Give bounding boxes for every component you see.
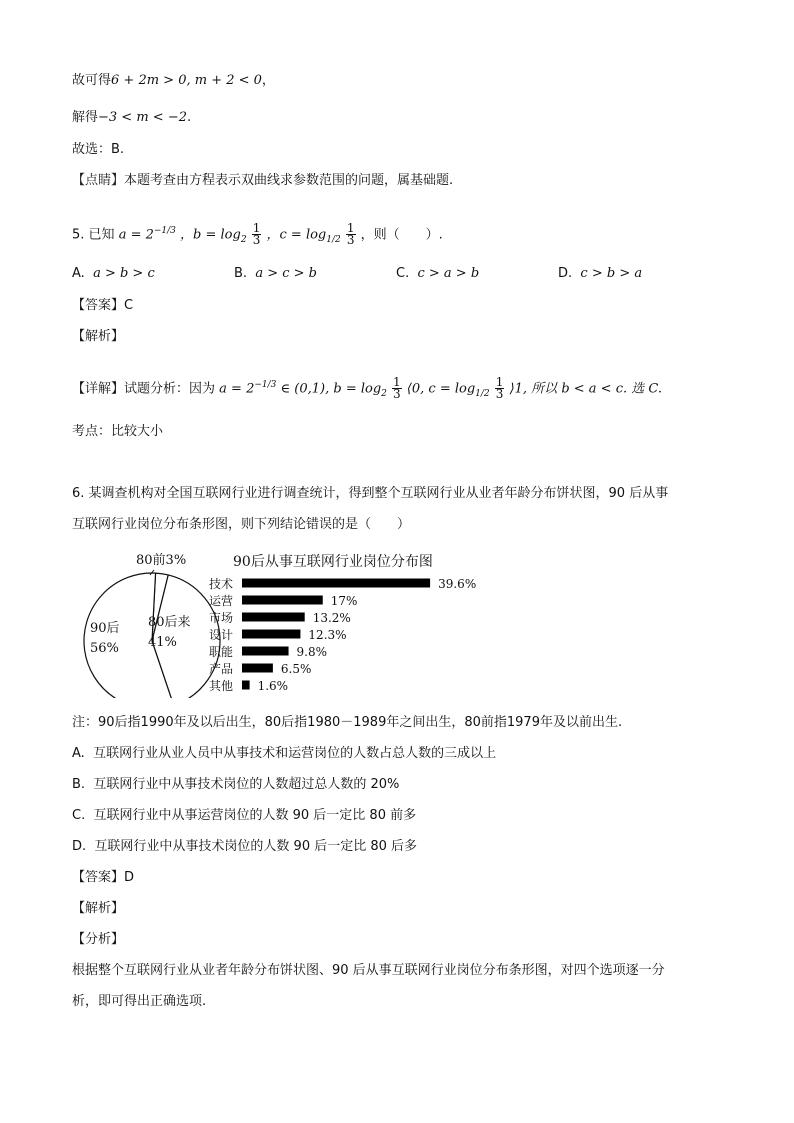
pie-chart [84,553,220,698]
q5-stem [72,218,443,253]
bar-市场 [242,613,305,622]
q5-answer-value: C [124,298,134,313]
q5-number: 5. 已知 [72,227,115,243]
dianjing-text: 本题考查由方程表示双曲线求参数范围的问题，属基础题. [124,173,454,188]
q5-detail-b-frac-den: 3 [393,387,401,402]
q6-fenxi-line-2: 析，即可得出正确选项. [72,994,207,1009]
q5-c-frac-den: 3 [346,233,355,248]
q5-option-c-text: c > a > b [417,266,480,281]
line-2-suffix: . [186,110,192,125]
bar-category-label: 市场 [209,611,234,625]
q5-detail-c-base: 1/2 [475,388,490,399]
q6-fenxi-tag: 【分析】 [72,932,125,947]
bar-value-label: 1.6% [257,679,289,693]
q5-option-d-text: c > b > a [580,266,643,281]
bar-value-label: 9.8% [296,645,328,659]
q5-analysis-tag: 【解析】 [72,329,125,344]
q6-answer [72,869,134,887]
bar-category-label: 其他 [209,679,234,693]
q6-fenxi-line-1: 根据整个互联网行业从业者年龄分布饼状图、90 后从事互联网行业岗位分布条形图，对四个选项逐一分 [72,963,665,978]
q5-detail [72,372,662,407]
bar-产品 [242,664,273,673]
bar-value-label: 6.5% [280,662,312,676]
q6-option-c-text: 互联网行业中从事运营岗位的人数 90 后一定比 80 前多 [93,808,417,823]
pie-label-90: 90后 [90,621,120,636]
bar-设计 [242,630,300,639]
q6-option-b-text: 互联网行业中从事技术岗位的人数超过总人数的 20% [93,777,400,792]
solution-line-3: 故选：B. [72,142,125,157]
q5-answer-tag: 【答案】 [72,298,125,313]
q6-option-b-label: B. [72,777,86,792]
q5-option-a [72,266,155,281]
q5-detail-tag: 【详解】 [72,381,125,397]
q5-detail-c-frac [495,377,505,400]
q6-answer-tag: 【答案】 [72,870,125,885]
bar-value-label: 12.3% [308,628,347,642]
q5-tail: ，则（ ）. [360,227,443,243]
q5-c-frac [346,223,356,246]
q5-option-c [396,266,479,281]
q5-b-frac-den: 3 [252,233,261,248]
q5-detail-b-base: 2 [381,388,387,399]
q6-stem-line-1: 6. 某调查机构对全国互联网行业进行调查统计，得到整个互联网行业从业者年龄分布饼状图，90 后从事 [72,486,669,501]
q5-option-b-label: B. [234,266,248,281]
bar-category-label: 技术 [209,577,234,591]
line-2-math: −3 < m < −2 [98,110,187,125]
q6-option-a-text: 互联网行业从业人员中从事技术和运营岗位的人数占总人数的三成以上 [93,746,497,761]
q5-b-eq: ，b = log [180,227,241,243]
q6-answer-value: D [124,870,135,885]
q5-option-c-label: C. [396,266,410,281]
q5-c-eq: ，c = log [266,227,327,243]
dianjing-line [72,172,453,190]
q5-detail-c-frac-num: 1 [495,375,504,390]
line-1-suffix: ， [261,73,275,88]
q6-note: 注：90后指1990年及以后出生，80后指1980－1989年之间出生，80前指1979年及以前出生. [72,715,623,730]
q6-stem-line-2: 互联网行业岗位分布条形图，则下列结论错误的是（ ） [72,517,411,532]
bar-value-label: 39.6% [438,577,477,591]
q5-kaodian: 考点：比较大小 [72,424,164,439]
pie-value-90: 56% [90,641,119,656]
q5-a-exp: −1/3 [153,226,176,236]
q5-option-d-label: D. [558,266,573,281]
bar-其他 [242,681,250,690]
q5-detail-mid: ⟨0, c = log [406,381,476,397]
solution-line-1 [72,72,275,90]
line-1-math: 6 + 2m > 0, m + 2 < 0 [111,73,262,88]
q6-option-c [72,807,416,825]
q5-b-base: 2 [240,234,247,245]
q6-option-d-text: 互联网行业中从事技术岗位的人数 90 后一定比 80 后多 [94,839,418,854]
q6-analysis-tag: 【解析】 [72,901,125,916]
q5-b-frac [252,223,262,246]
solution-line-2 [72,109,191,127]
q5-option-a-text: a > b > c [93,266,155,281]
bar-chart-title: 90后从事互联网行业岗位分布图 [233,554,433,570]
bar-职能 [242,647,289,656]
q5-option-d [558,266,642,281]
bar-value-label: 13.2% [312,611,351,625]
q5-detail-end: ⟩1, 所以 b < a < c. 选 C. [509,381,662,397]
bar-chart [209,553,476,693]
q5-detail-prefix: 试题分析：因为 [124,381,216,397]
q5-c-base: 1/2 [326,234,341,245]
bar-category-label: 运营 [209,594,234,608]
q5-option-b [234,266,317,281]
bar-category-label: 设计 [209,628,234,642]
pie-label-80before: 80前3% [136,553,187,568]
q5-detail-in: ∈ (0,1), b = log [280,381,382,397]
q5-c-frac-num: 1 [346,221,355,236]
q5-detail-c-frac-den: 3 [495,387,504,402]
q6-option-d-label: D. [72,839,87,854]
q5-detail-b-frac [392,377,402,400]
bar-运营 [242,596,323,605]
q5-answer [72,297,133,315]
line-1-text: 故可得 [72,73,112,88]
dianjing-tag: 【点睛】 [72,173,125,188]
q5-detail-b-frac-num: 1 [393,375,401,390]
q5-b-frac-num: 1 [252,221,261,236]
bar-category-label: 产品 [209,662,234,676]
q5-a-eq: a = 2 [118,227,154,243]
q6-figure [72,548,492,698]
q5-option-a-label: A. [72,266,85,281]
pie-label-80: 80后来 [148,615,191,630]
q6-option-a [72,745,496,763]
q6-option-a-label: A. [72,746,85,761]
q5-option-b-text: a > c > b [255,266,317,281]
bar-value-label: 17% [330,594,358,608]
q6-option-c-label: C. [72,808,86,823]
bar-category-label: 职能 [209,645,234,659]
q6-option-d [72,838,417,856]
line-2-text: 解得 [72,110,99,125]
q6-option-b [72,776,399,794]
bar-技术 [242,579,430,588]
q5-detail-a: a = 2 [219,381,255,397]
q5-detail-a-exp: −1/3 [254,380,277,390]
pie-value-80: 41% [148,635,177,650]
